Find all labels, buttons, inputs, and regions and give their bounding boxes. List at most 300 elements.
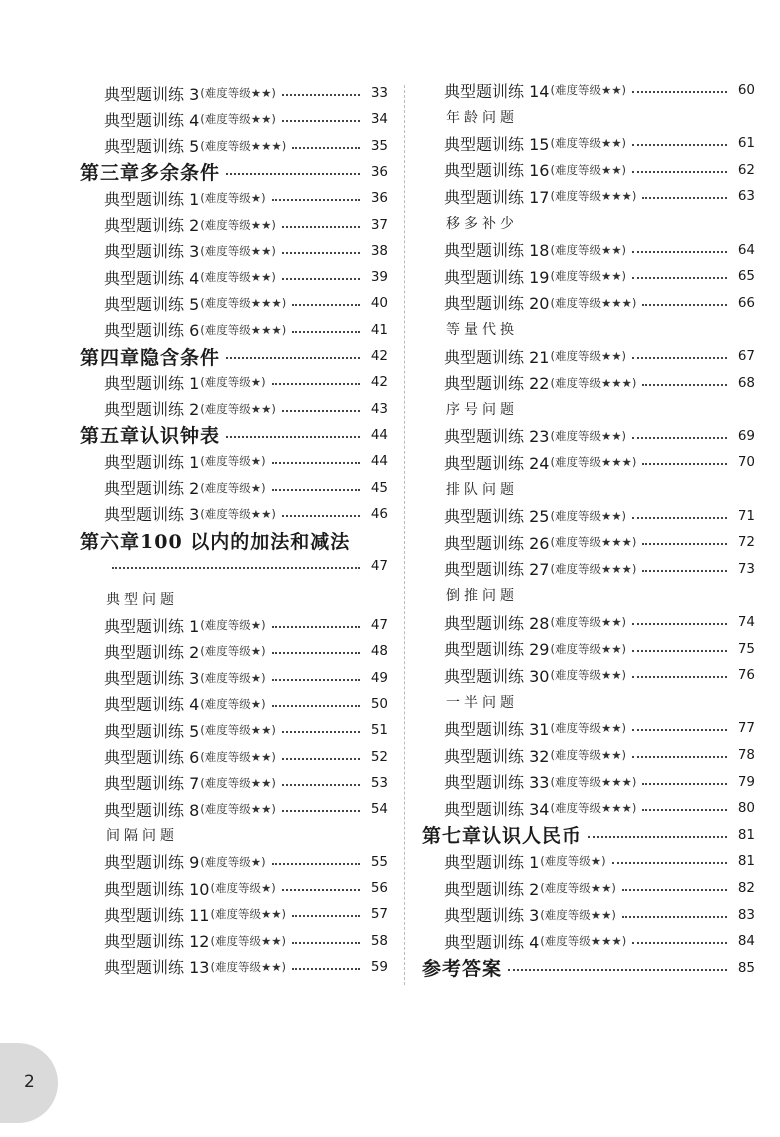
section-heading	[446, 396, 518, 422]
toc-entry[interactable]	[444, 902, 755, 928]
entry-page: 59	[370, 958, 388, 975]
difficulty-label: (难度等级★)	[200, 854, 266, 869]
entry-page: 63	[737, 188, 755, 205]
entry-page: 54	[370, 801, 388, 818]
dot-leader	[282, 515, 360, 517]
chapter-number: 第六章	[80, 530, 141, 553]
toc-entry[interactable]	[444, 715, 755, 741]
difficulty-label: (难度等级★★★)	[550, 801, 637, 816]
difficulty-label: (难度等级★★★)	[550, 561, 637, 576]
entry-page: 42	[370, 374, 388, 391]
dot-leader	[112, 567, 360, 569]
toc-entry[interactable]	[104, 80, 388, 106]
difficulty-label: (难度等级★)	[200, 618, 266, 632]
dot-leader	[282, 758, 360, 760]
entry-page: 37	[370, 216, 388, 233]
difficulty-label: (难度等级★★)	[550, 428, 627, 443]
entry-page: 39	[370, 269, 388, 286]
entry-title: 典型题训练 1	[444, 852, 540, 872]
difficulty-label: (难度等级★★★)	[550, 535, 637, 550]
dot-leader	[632, 144, 727, 146]
difficulty-label: (难度等级★★★)	[200, 138, 287, 153]
toc-entry[interactable]	[104, 717, 388, 743]
entry-page: 61	[737, 135, 755, 152]
entry-title: 典型题训练 1	[104, 452, 200, 472]
entry-page: 79	[737, 773, 755, 790]
difficulty-label: (难度等级★★)	[550, 508, 627, 523]
toc-entry[interactable]	[104, 849, 388, 875]
entry-title: 典型题训练 1	[104, 616, 200, 636]
toc-entry[interactable]	[104, 901, 388, 927]
dot-leader	[642, 783, 727, 785]
entry-title: 典型题训练 18	[444, 241, 550, 261]
entry-title: 典型题训练 2	[104, 642, 200, 662]
dot-leader	[272, 462, 360, 464]
entry-title: 典型题训练 4	[104, 110, 200, 130]
section-title: 间隔问题	[106, 828, 178, 845]
chapter-entry[interactable]	[80, 159, 388, 185]
entry-page: 73	[737, 560, 755, 577]
entry-page: 57	[370, 906, 388, 923]
dot-leader	[272, 679, 360, 681]
entry-page: 81	[737, 853, 755, 870]
dot-leader	[622, 889, 727, 891]
dot-leader	[272, 863, 360, 865]
difficulty-label: (难度等级★★★)	[550, 189, 637, 204]
entry-title: 典型题训练 27	[444, 560, 550, 580]
toc-entry[interactable]	[104, 396, 388, 422]
difficulty-label: (难度等级★★)	[200, 401, 276, 416]
toc-entry[interactable]	[444, 529, 755, 555]
difficulty-label: (难度等级★★)	[200, 112, 276, 127]
dot-leader	[612, 862, 727, 864]
chapter-entry[interactable]	[80, 343, 388, 369]
toc-entry[interactable]	[444, 237, 755, 263]
section-title: 排队问题	[446, 482, 518, 498]
difficulty-label: (难度等级★★)	[550, 748, 627, 762]
entry-title: 典型题训练 16	[444, 161, 550, 181]
toc-entry[interactable]	[444, 449, 755, 475]
entry-title: 典型题训练 5	[104, 137, 200, 157]
toc-entry[interactable]	[104, 744, 388, 770]
entry-title: 典型题训练 13	[104, 958, 210, 978]
section-heading	[446, 210, 518, 236]
toc-entry[interactable]	[444, 609, 755, 635]
dot-leader	[282, 410, 360, 412]
dot-leader	[632, 650, 727, 652]
entry-title: 典型题训练 5	[104, 721, 200, 741]
toc-entry[interactable]	[104, 264, 388, 290]
toc-entry[interactable]	[444, 157, 755, 183]
section-title: 典型问题	[106, 591, 178, 608]
difficulty-label: (难度等级★★★)	[550, 774, 637, 789]
entry-page: 75	[737, 640, 755, 657]
entry-page: 36	[370, 190, 388, 207]
difficulty-label: (难度等级★★)	[550, 136, 627, 151]
entry-page: 82	[737, 880, 755, 896]
entry-page: 70	[737, 454, 755, 471]
difficulty-label: (难度等级★★)	[550, 615, 627, 629]
entry-title: 典型题训练 5	[104, 294, 200, 314]
entry-page: 80	[737, 800, 755, 817]
section-heading	[446, 476, 518, 502]
chapter-entry[interactable]	[80, 527, 350, 553]
entry-page: 49	[370, 669, 388, 686]
entry-title: 典型题训练 14	[444, 81, 550, 101]
difficulty-label: (难度等级★)	[540, 854, 606, 869]
toc-entry[interactable]	[444, 875, 755, 901]
toc-entry[interactable]	[444, 370, 755, 396]
entry-title: 典型题训练 6	[104, 748, 200, 767]
entry-page: 71	[737, 507, 755, 524]
dot-leader	[226, 436, 360, 438]
chapter-page: 85	[737, 959, 755, 976]
entry-page: 83	[737, 906, 755, 923]
difficulty-label: (难度等级★★)	[200, 749, 276, 764]
entry-title: 典型题训练 19	[444, 267, 550, 287]
dot-leader	[588, 836, 727, 838]
dot-leader	[282, 94, 360, 96]
section-title: 倒推问题	[446, 588, 518, 605]
difficulty-label: (难度等级★★)	[200, 217, 276, 232]
difficulty-label: (难度等级★★)	[200, 775, 276, 790]
difficulty-label: (难度等级★★)	[550, 269, 627, 284]
entry-title: 典型题训练 10	[104, 879, 210, 899]
entry-page: 41	[370, 321, 388, 338]
chapter-number: 第四章	[80, 346, 141, 369]
entry-page: 72	[737, 534, 755, 551]
entry-title: 典型题训练 2	[104, 400, 200, 420]
entry-title: 典型题训练 20	[444, 294, 550, 314]
entry-title: 典型题训练 34	[444, 799, 550, 819]
toc-entry[interactable]	[104, 448, 388, 474]
section-heading	[106, 586, 178, 612]
difficulty-label: (难度等级★)	[200, 670, 266, 685]
toc-entry[interactable]	[444, 795, 755, 821]
toc-entry[interactable]	[104, 290, 388, 316]
dot-leader	[226, 357, 360, 359]
toc-entry[interactable]	[104, 638, 388, 664]
toc-entry[interactable]	[104, 212, 388, 238]
dot-leader	[642, 384, 727, 386]
chapter-entry[interactable]	[80, 422, 388, 448]
toc-entry[interactable]	[444, 556, 755, 582]
section-title: 序号问题	[446, 402, 518, 419]
difficulty-label: (难度等级★)	[200, 454, 266, 469]
entry-page: 33	[370, 85, 388, 101]
difficulty-label: (难度等级★★)	[200, 802, 276, 817]
toc-entry[interactable]	[104, 612, 388, 638]
entry-page: 84	[737, 933, 755, 950]
difficulty-label: (难度等级★★)	[550, 242, 627, 257]
entry-page: 69	[737, 427, 755, 444]
column-divider	[404, 85, 405, 985]
difficulty-label: (难度等级★)	[210, 881, 276, 895]
toc-entry[interactable]	[444, 183, 755, 209]
toc-entry[interactable]	[104, 928, 388, 954]
dot-leader	[632, 623, 727, 625]
entry-title: 典型题训练 23	[444, 427, 550, 447]
dot-leader	[272, 626, 360, 628]
toc-entry[interactable]	[104, 475, 388, 501]
dot-leader	[632, 171, 727, 173]
difficulty-label: (难度等级★★)	[210, 959, 287, 974]
dot-leader	[642, 197, 727, 199]
dot-leader	[272, 383, 360, 385]
chapter-page: 36	[370, 163, 388, 180]
difficulty-label: (难度等级★★)	[550, 641, 627, 656]
toc-entry[interactable]	[104, 796, 388, 822]
entry-title: 典型题训练 3	[104, 669, 200, 689]
entry-page: 52	[370, 748, 388, 765]
entry-page: 56	[370, 880, 388, 896]
entry-title: 典型题训练 28	[444, 613, 550, 633]
difficulty-label: (难度等级★★)	[550, 349, 627, 363]
difficulty-label: (难度等级★)	[200, 644, 266, 659]
dot-leader	[272, 489, 360, 491]
difficulty-label: (难度等级★★★)	[550, 455, 637, 470]
dot-leader	[622, 916, 727, 918]
dot-leader	[292, 968, 360, 970]
entry-page: 50	[370, 695, 388, 712]
dot-leader	[292, 331, 360, 333]
dot-leader	[282, 810, 360, 812]
entry-title: 典型题训练 6	[104, 321, 200, 341]
entry-page: 40	[370, 295, 388, 312]
difficulty-label: (难度等级★★)	[200, 86, 276, 100]
entry-title: 典型题训练 33	[444, 773, 550, 793]
entry-page: 51	[370, 722, 388, 739]
toc-entry[interactable]	[444, 423, 755, 449]
section-title: 移多补少	[446, 216, 518, 232]
chapter-title: 隐含条件	[140, 346, 221, 369]
dot-leader	[272, 199, 360, 201]
entry-title: 典型题训练 4	[104, 695, 200, 715]
dot-leader	[508, 969, 727, 971]
toc-entry[interactable]	[444, 290, 755, 316]
entry-page: 67	[737, 348, 755, 364]
chapter-page: 47	[370, 558, 388, 575]
toc-entry[interactable]	[104, 106, 388, 132]
difficulty-label: (难度等级★★)	[200, 723, 276, 738]
toc-entry[interactable]	[444, 343, 755, 369]
entry-title: 典型题训练 3	[104, 84, 200, 104]
entry-title: 典型题训练 1	[104, 373, 200, 393]
dot-leader	[632, 729, 727, 731]
entry-page: 34	[370, 111, 388, 128]
dot-leader	[632, 437, 727, 439]
dot-leader	[226, 173, 360, 175]
difficulty-label: (难度等级★★★)	[200, 322, 287, 337]
toc-entry[interactable]	[104, 665, 388, 691]
toc-entry[interactable]	[104, 770, 388, 796]
entry-title: 典型题训练 30	[444, 666, 550, 686]
section-heading	[446, 582, 518, 608]
chapter-title: 多余条件	[140, 162, 221, 185]
dot-leader	[632, 756, 727, 758]
entry-title: 典型题训练 17	[444, 187, 550, 207]
entry-title: 典型题训练 9	[104, 853, 200, 873]
toc-entry[interactable]	[104, 691, 388, 717]
entry-page: 38	[370, 242, 388, 259]
section-title: 年龄问题	[446, 109, 518, 126]
difficulty-label: (难度等级★★)	[550, 83, 627, 97]
section-heading	[106, 822, 178, 848]
dot-leader	[292, 147, 360, 149]
toc-entry[interactable]	[444, 662, 755, 688]
chapter-page-line	[106, 553, 388, 579]
entry-page: 74	[737, 614, 755, 630]
chapter-number: 第七章	[422, 825, 483, 848]
chapter-page: 44	[370, 426, 388, 443]
chapter-page: 42	[370, 348, 388, 364]
difficulty-label: (难度等级★★)	[550, 721, 627, 736]
dot-leader	[282, 120, 360, 122]
difficulty-label: (难度等级★★★)	[550, 375, 637, 390]
entry-title: 典型题训练 2	[104, 479, 200, 498]
dot-leader	[642, 463, 727, 465]
difficulty-label: (难度等级★★)	[550, 668, 627, 683]
difficulty-label: (难度等级★★★)	[550, 295, 637, 310]
toc-entry[interactable]	[104, 317, 388, 343]
entry-title: 典型题训练 3	[104, 505, 200, 525]
toc-entry[interactable]	[104, 133, 388, 159]
toc-entry[interactable]	[444, 77, 755, 103]
dot-leader	[292, 304, 360, 306]
entry-title: 典型题训练 26	[444, 533, 550, 553]
chapter-number: 参考答案	[422, 958, 503, 981]
dot-leader	[282, 252, 360, 254]
chapter-title: 认识人民币	[482, 825, 583, 848]
dot-leader	[272, 705, 360, 707]
entry-title: 典型题训练 1	[104, 189, 200, 209]
entry-page: 66	[737, 294, 755, 311]
entry-title: 典型题训练 32	[444, 746, 550, 766]
difficulty-label: (难度等级★)	[200, 696, 266, 711]
toc-entry[interactable]	[444, 742, 755, 768]
difficulty-label: (难度等级★★)	[550, 162, 627, 177]
chapter-entry[interactable]	[422, 822, 755, 848]
dot-leader	[642, 304, 727, 306]
difficulty-label: (难度等级★★★)	[200, 296, 287, 311]
difficulty-label: (难度等级★★)	[200, 270, 276, 285]
entry-title: 典型题训练 3	[444, 906, 540, 926]
toc-entry[interactable]	[444, 848, 755, 874]
dot-leader	[632, 251, 727, 253]
entry-page: 47	[370, 617, 388, 633]
dot-leader	[282, 226, 360, 228]
entry-page: 78	[737, 747, 755, 763]
entry-title: 典型题训练 31	[444, 719, 550, 739]
section-heading	[446, 104, 518, 130]
section-title: 等量代换	[446, 322, 518, 339]
difficulty-label: (难度等级★★)	[200, 243, 276, 258]
entry-page: 62	[737, 161, 755, 178]
entry-page: 44	[370, 453, 388, 470]
difficulty-label: (难度等级★)	[200, 480, 266, 495]
difficulty-label: (难度等级★★★)	[540, 934, 627, 949]
entry-title: 典型题训练 4	[104, 268, 200, 288]
toc-entry[interactable]	[444, 130, 755, 156]
dot-leader	[632, 357, 727, 359]
dot-leader	[642, 543, 727, 545]
entry-page: 60	[737, 82, 755, 98]
entry-title: 典型题训练 22	[444, 374, 550, 394]
dot-leader	[292, 915, 360, 917]
toc-entry[interactable]	[444, 503, 755, 529]
entry-title: 典型题训练 11	[104, 905, 210, 925]
chapter-title: 100 以内的加法和减法	[140, 530, 351, 553]
entry-page: 35	[370, 137, 388, 154]
entry-title: 典型题训练 8	[104, 800, 200, 820]
toc-entry[interactable]	[104, 875, 388, 901]
entry-title: 典型题训练 4	[444, 932, 540, 952]
difficulty-label: (难度等级★★)	[210, 933, 287, 948]
toc-entry[interactable]	[104, 369, 388, 395]
entry-title: 典型题训练 25	[444, 507, 550, 527]
entry-page: 77	[737, 720, 755, 737]
chapter-page: 81	[737, 826, 755, 843]
entry-page: 64	[737, 241, 755, 258]
toc-entry[interactable]	[104, 501, 388, 527]
difficulty-label: (难度等级★★)	[540, 881, 616, 895]
toc-entry[interactable]	[444, 928, 755, 954]
entry-page: 55	[370, 853, 388, 870]
entry-title: 典型题训练 2	[104, 216, 200, 235]
difficulty-label: (难度等级★★)	[540, 907, 616, 922]
entry-page: 46	[370, 505, 388, 522]
toc-entry[interactable]	[104, 238, 388, 264]
chapter-entry[interactable]	[422, 955, 755, 981]
dot-leader	[632, 91, 727, 93]
dot-leader	[642, 570, 727, 572]
dot-leader	[632, 277, 727, 279]
dot-leader	[272, 652, 360, 654]
dot-leader	[292, 942, 360, 944]
toc-entry[interactable]	[444, 263, 755, 289]
entry-title: 典型题训练 3	[104, 242, 200, 262]
chapter-title: 认识钟表	[140, 425, 221, 448]
entry-page: 68	[737, 374, 755, 391]
entry-title: 典型题训练 29	[444, 640, 550, 660]
page-number: 2	[24, 1072, 35, 1092]
entry-page: 48	[370, 643, 388, 660]
section-title: 一半问题	[446, 694, 518, 711]
toc-entry[interactable]	[444, 636, 755, 662]
toc-entry[interactable]	[104, 954, 388, 980]
entry-title: 典型题训练 24	[444, 453, 550, 473]
difficulty-label: (难度等级★)	[200, 375, 266, 390]
chapter-number: 第三章	[80, 162, 141, 185]
entry-page: 43	[370, 400, 388, 417]
toc-entry[interactable]	[104, 185, 388, 211]
dot-leader	[282, 784, 360, 786]
dot-leader	[632, 942, 727, 944]
entry-title: 典型题训练 12	[104, 932, 210, 952]
chapter-number: 第五章	[80, 425, 141, 448]
entry-title: 典型题训练 7	[104, 774, 200, 794]
dot-leader	[282, 731, 360, 733]
toc-entry[interactable]	[444, 769, 755, 795]
section-heading	[446, 689, 518, 715]
difficulty-label: (难度等级★)	[200, 191, 266, 206]
entry-title: 典型题训练 21	[444, 347, 550, 367]
entry-page: 76	[737, 667, 755, 684]
entry-page: 45	[370, 479, 388, 496]
section-heading	[446, 316, 518, 342]
dot-leader	[282, 889, 360, 891]
difficulty-label: (难度等级★★)	[210, 907, 287, 922]
